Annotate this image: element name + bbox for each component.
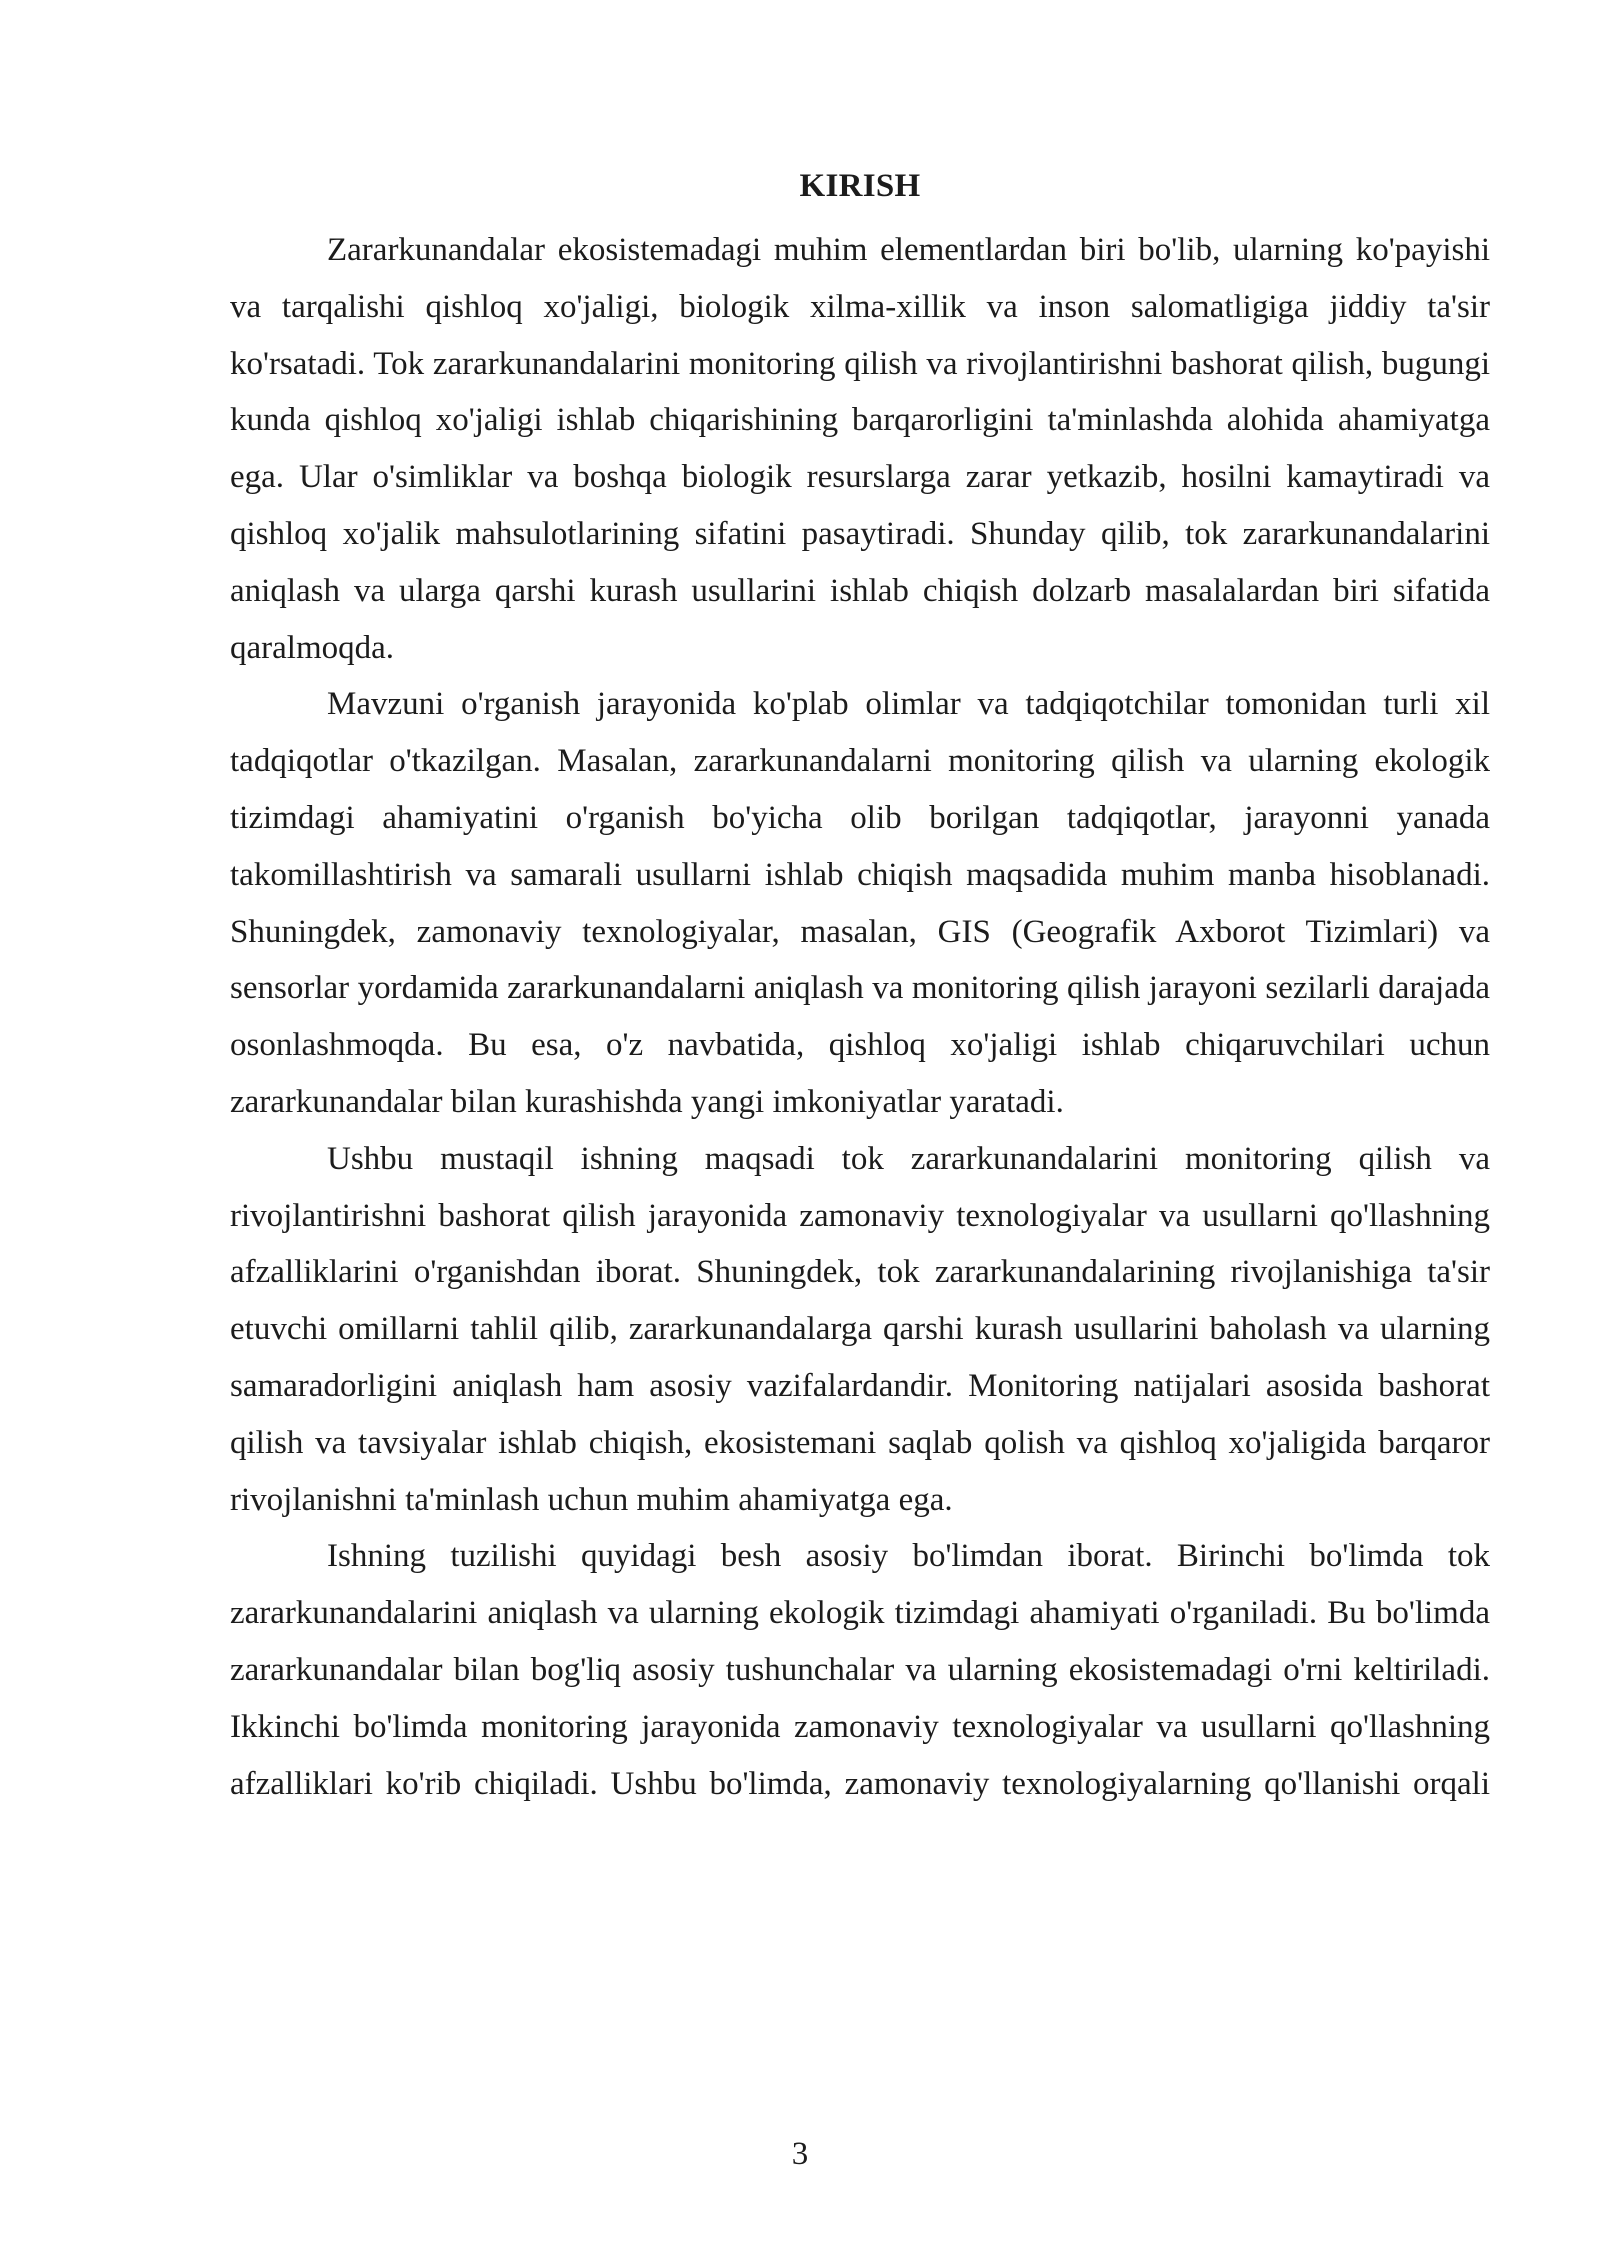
paragraph-intro: Zararkunandalar ekosistemadagi muhim elementlardan biri bo'lib, ularning ko'payishi va tarqalishi qishloq xo'jaligi, biologik xilma-xillik va inson salomatligiga jiddiy ta'sir ko'rsatadi. Tok zararkunandalarini monitoring qilish va rivojlantirishni bashorat qilish, bugungi kunda qishloq xo'jaligi ishlab chiqarishining barqarorligini ta'minlashda alohida ahamiyatga ega. Ular o'simliklar va boshqa biologik resurslarga zarar yetkazib, hosilni kamaytiradi va qishloq xo'jalik mahsulotlarining sifatini pasaytiradi. Shunday qilib, tok zararkunandalarini aniqlash va ularga qarshi kurash usullarini ishlab chiqish dolzarb masalalardan biri sifatida qaralmoqda. (230, 232, 1490, 666)
paragraph-research: Mavzuni o'rganish jarayonida ko'plab olimlar va tadqiqotchilar tomonidan turli xil tadqiqotlar o'tkazilgan. Masalan, zararkunandalarni monitoring qilish va ularning ekologik tizimdagi ahamiyatini o'rganish bo'yicha olib borilgan tadqiqotlar, jarayonni yanada takomillashtirish va samarali usullarni ishlab chiqish maqsadida muhim manba hisoblanadi. Shuningdek, zamonaviy texnologiyalar, masalan, GIS (Geografik Axborot Tizimlari) va sensorlar yordamida zararkunandalarni aniqlash va monitoring qilish jarayoni sezilarli darajada osonlashmoqda. Bu esa, o'z navbatida, qishloq xo'jaligi ishlab chiqaruvchilari uchun zararkunandalar bilan kurashishda yangi imkoniyatlar yaratadi. (230, 686, 1490, 1120)
paragraph-goal: Ushbu mustaqil ishning maqsadi tok zararkunandalarini monitoring qilish va rivojlantirishni bashorat qilish jarayonida zamonaviy texnologiyalar va usullarni qo'llashning afzalliklarini o'rganishdan iborat. Shuningdek, tok zararkunandalarining rivojlanishiga ta'sir etuvchi omillarni tahlil qilib, zararkunandalarga qarshi kurash usullarini baholash va ularning samaradorligini aniqlash ham asosiy vazifalardandir. Monitoring natijalari asosida bashorat qilish va tavsiyalar ishlab chiqish, ekosistemani saqlab qolish va qishloq xo'jaligida barqaror rivojlanishni ta'minlash uchun muhim ahamiyatga ega. (230, 1140, 1490, 1518)
section-heading: KIRISH (799, 168, 921, 204)
page-number: 3 (791, 2136, 809, 2172)
page-body (230, 165, 1490, 1812)
paragraph-structure: Ishning tuzilishi quyidagi besh asosiy bo'limdan iborat. Birinchi bo'limda tok zararkunandalarini aniqlash va ularning ekologik tizimdagi ahamiyati o'rganiladi. Bu bo'limda zararkunandalar bilan bog'liq asosiy tushunchalar va ularning ekosistemadagi o'rni keltiriladi. Ikkinchi bo'limda monitoring jarayonida zamonaviy texnologiyalar va usullarni qo'llashning afzalliklari ko'rib chiqiladi. Ushbu bo'limda, zamonaviy texnologiyalarning qo'llanishi orqali (230, 1538, 1490, 1802)
